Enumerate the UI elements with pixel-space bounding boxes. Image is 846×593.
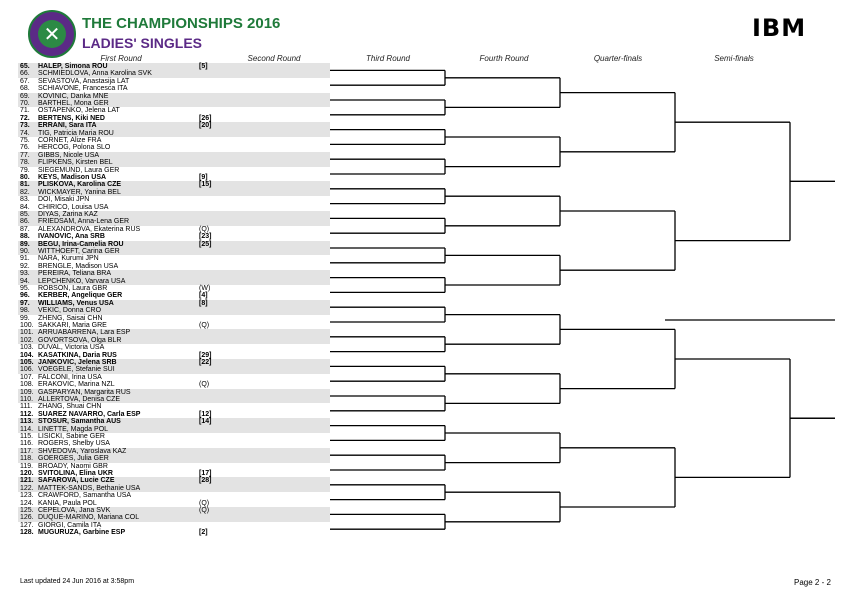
draw-position: 86. [20, 218, 30, 226]
round-label-fourth: Fourth Round [479, 54, 529, 63]
player-seed: [14] [199, 418, 212, 426]
draw-position: 89. [20, 240, 30, 248]
player-name: DUVAL, Victoria USA [38, 344, 105, 352]
draw-position: 98. [20, 307, 30, 315]
draw-position: 121. [20, 477, 34, 485]
player-name: GOVORTSOVA, Olga BLR [38, 336, 122, 344]
draw-position: 99. [20, 314, 30, 322]
draw-position: 94. [20, 277, 30, 285]
draw-position: 113. [20, 418, 34, 426]
player-seed: [9] [199, 174, 208, 181]
player-name: ALEXANDROVA, Ekaterina RUS [38, 225, 141, 233]
player-name: STOSUR, Samantha AUS [38, 418, 121, 426]
player-seed: [29] [199, 351, 212, 359]
player-seed: [2] [199, 529, 208, 537]
player-name: WILLIAMS, Venus USA [38, 299, 114, 307]
player-seed: [17] [199, 470, 212, 477]
draw-position: 104. [20, 351, 34, 359]
player-name: BROADY, Naomi GBR [38, 462, 108, 470]
player-name: TIG, Patricia Maria ROU [38, 129, 114, 137]
draw-position: 103. [20, 344, 34, 352]
player-name: SAKKARI, Maria GRE [38, 322, 107, 329]
draw-position: 124. [20, 499, 34, 507]
player-name: LINETTE, Magda POL [38, 425, 109, 433]
player-seed: [20] [199, 122, 212, 130]
draw-position: 85. [20, 211, 30, 218]
player-name: SEVASTOVA, Anastasija LAT [38, 77, 130, 85]
player-seed: (Q) [199, 507, 210, 514]
draw-position: 65. [20, 63, 30, 70]
round-label-third: Third Round [365, 54, 411, 63]
player-name: GOERGES, Julia GER [38, 455, 109, 463]
player-name: ZHENG, Saisai CHN [38, 314, 103, 322]
player-name: CRAWFORD, Samantha USA [38, 492, 132, 500]
draw-position: 93. [20, 270, 30, 278]
player-name: SAFAROVA, Lucie CZE [38, 477, 115, 485]
player-name: KEYS, Madison USA [38, 174, 107, 181]
event-title: LADIES' SINGLES [82, 35, 203, 51]
player-name: KERBER, Angelique GER [38, 292, 123, 300]
draw-position: 102. [20, 336, 34, 344]
player-name: DUQUE-MARINO, Mariana COL [38, 514, 140, 522]
player-name: FLIPKENS, Kirsten BEL [38, 159, 113, 167]
player-name: PEREIRA, Teliana BRA [38, 270, 112, 278]
player-seed: [26] [199, 114, 212, 122]
player-name: DOI, Misaki JPN [38, 196, 90, 204]
player-seed: [28] [199, 477, 212, 485]
player-name: OSTAPENKO, Jelena LAT [38, 107, 120, 115]
player-name: MUGURUZA, Garbine ESP [38, 529, 126, 537]
player-name: FALCONI, Irina USA [38, 373, 102, 381]
round-label-first: First Round [100, 54, 142, 63]
player-name: BARTHEL, Mona GER [38, 100, 109, 107]
draw-position: 115. [20, 433, 34, 440]
ibm-logo: IBM [752, 14, 807, 42]
draw-position: 81. [20, 181, 30, 189]
player-name: ERAKOVIC, Marina NZL [38, 381, 115, 389]
draw-position: 66. [20, 70, 30, 78]
draw-position: 91. [20, 255, 30, 263]
player-name: GIORGI, Camila ITA [38, 521, 102, 529]
player-seed: [23] [199, 233, 212, 241]
draw-position: 76. [20, 144, 30, 152]
player-name: ROBSON, Laura GBR [38, 285, 108, 292]
draw-position: 88. [20, 233, 30, 241]
draw-position: 72. [20, 114, 30, 122]
draw-position: 87. [20, 225, 30, 233]
player-seed: (Q) [199, 499, 210, 507]
player-name: ROGERS, Shelby USA [38, 440, 110, 448]
draw-position: 118. [20, 455, 34, 463]
player-seed: [15] [199, 181, 212, 189]
player-name: SHVEDOVA, Yaroslava KAZ [38, 447, 127, 455]
round-label-semifinals: Semi-finals [714, 54, 754, 63]
draw-position: 75. [20, 137, 30, 144]
player-name: WICKMAYER, Yanina BEL [38, 188, 121, 196]
player-name: BERTENS, Kiki NED [38, 114, 105, 122]
draw-position: 74. [20, 129, 30, 137]
draw-position: 73. [20, 122, 30, 130]
player-name: ALLERTOVA, Denisa CZE [38, 396, 121, 403]
draw-position: 100. [20, 322, 34, 329]
player-name: PLISKOVA, Karolina CZE [38, 181, 122, 189]
draw-position: 109. [20, 388, 34, 396]
player-name: GIBBS, Nicole USA [38, 151, 100, 159]
draw-position: 114. [20, 425, 34, 433]
player-name: CEPELOVA, Jana SVK [38, 507, 111, 514]
draw-position: 105. [20, 359, 34, 366]
player-seed: (Q) [199, 381, 210, 389]
draw-position: 108. [20, 381, 34, 389]
player-name: SIEGEMUND, Laura GER [38, 166, 120, 174]
draw-position: 120. [20, 470, 34, 477]
player-seed: (Q) [199, 225, 210, 233]
draw-position: 101. [20, 329, 34, 337]
draw-position: 79. [20, 166, 30, 174]
draw-position: 107. [20, 373, 34, 381]
draw-position: 77. [20, 151, 30, 159]
draw-position: 123. [20, 492, 34, 500]
player-name: SUAREZ NAVARRO, Carla ESP [38, 410, 141, 418]
player-name: BRENGLE, Madison USA [38, 262, 119, 270]
draw-position: 96. [20, 292, 30, 300]
player-name: MATTEK-SANDS, Bethanie USA [38, 484, 141, 492]
draw-position: 126. [20, 514, 34, 522]
player-name: GASPARYAN, Margarita RUS [38, 388, 131, 396]
player-seed: [5] [199, 63, 208, 70]
player-name: SCHIAVONE, Francesca ITA [38, 85, 128, 93]
player-seed: (Q) [199, 322, 210, 329]
player-name: KANIA, Paula POL [38, 499, 97, 507]
crossed-rackets-icon: ✕ [38, 20, 66, 48]
player-name: VOEGELE, Stefanie SUI [38, 366, 115, 374]
player-name: HERCOG, Polona SLO [38, 144, 111, 152]
player-name: JANKOVIC, Jelena SRB [38, 359, 117, 366]
draw-position: 97. [20, 299, 30, 307]
round-label-second: Second Round [247, 54, 301, 63]
draw-position: 117. [20, 447, 34, 455]
player-seed: [25] [199, 240, 212, 248]
player-seed: [12] [199, 410, 212, 418]
draw-position: 111. [20, 403, 33, 411]
player-name: LEPCHENKO, Varvara USA [38, 277, 126, 285]
championship-title: THE CHAMPIONSHIPS 2016 [82, 15, 281, 32]
draw-position: 78. [20, 159, 30, 167]
player-name: ERRANI, Sara ITA [38, 122, 97, 130]
draw-position: 95. [20, 285, 30, 292]
draw-position: 119. [20, 462, 34, 470]
player-name: ZHANG, Shuai CHN [38, 403, 102, 411]
draw-position: 92. [20, 262, 30, 270]
draw-position: 82. [20, 188, 30, 196]
player-name: KOVINIC, Danka MNE [38, 92, 109, 100]
player-name: NARA, Kurumi JPN [38, 255, 99, 263]
draw-position: 106. [20, 366, 34, 374]
draw-position: 83. [20, 196, 30, 204]
player-name: BEGU, Irina-Camelia ROU [38, 240, 124, 248]
player-name: ARRUABARRENA, Lara ESP [38, 329, 131, 337]
player-name: CORNET, Alize FRA [38, 137, 102, 144]
player-name: FRIEDSAM, Anna-Lena GER [38, 218, 130, 226]
player-name: DIYAS, Zarina KAZ [38, 211, 98, 218]
player-seed: [22] [199, 359, 212, 366]
player-name: VEKIC, Donna CRO [38, 307, 102, 315]
last-updated: Last updated 24 Jun 2016 at 3:58pm [20, 578, 135, 585]
draw-position: 125. [20, 507, 34, 514]
draw-position: 71. [20, 107, 30, 115]
draw-position: 116. [20, 440, 34, 448]
player-name: IVANOVIC, Ana SRB [38, 233, 105, 241]
round-label-quarterfinals: Quarter-finals [593, 54, 643, 63]
player-name: CHIRICO, Louisa USA [38, 203, 109, 211]
player-seed: (W) [199, 285, 211, 292]
player-seed: [4] [199, 292, 208, 300]
draw-position: 70. [20, 100, 30, 107]
draw-position: 128. [20, 529, 34, 537]
player-name: HALEP, Simona ROU [38, 63, 108, 70]
page-number: Page 2 - 2 [794, 578, 831, 587]
draw-position: 84. [20, 203, 30, 211]
draw-position: 68. [20, 85, 30, 93]
draw-position: 112. [20, 410, 34, 418]
draw-position: 127. [20, 521, 34, 529]
player-seed: [8] [199, 299, 208, 307]
draw-position: 67. [20, 77, 30, 85]
player-name: KASATKINA, Daria RUS [38, 351, 117, 359]
draw-position: 122. [20, 484, 34, 492]
draw-position: 110. [20, 396, 34, 403]
draw-position: 80. [20, 174, 30, 181]
draw-position: 90. [20, 248, 30, 255]
player-name: LISICKI, Sabine GER [38, 433, 105, 440]
player-name: SCHMIEDLOVA, Anna Karolina SVK [38, 70, 152, 78]
player-name: WITTHOEFT, Carina GER [38, 248, 120, 255]
draw-position: 69. [20, 92, 30, 100]
player-name: SVITOLINA, Elina UKR [38, 470, 113, 477]
